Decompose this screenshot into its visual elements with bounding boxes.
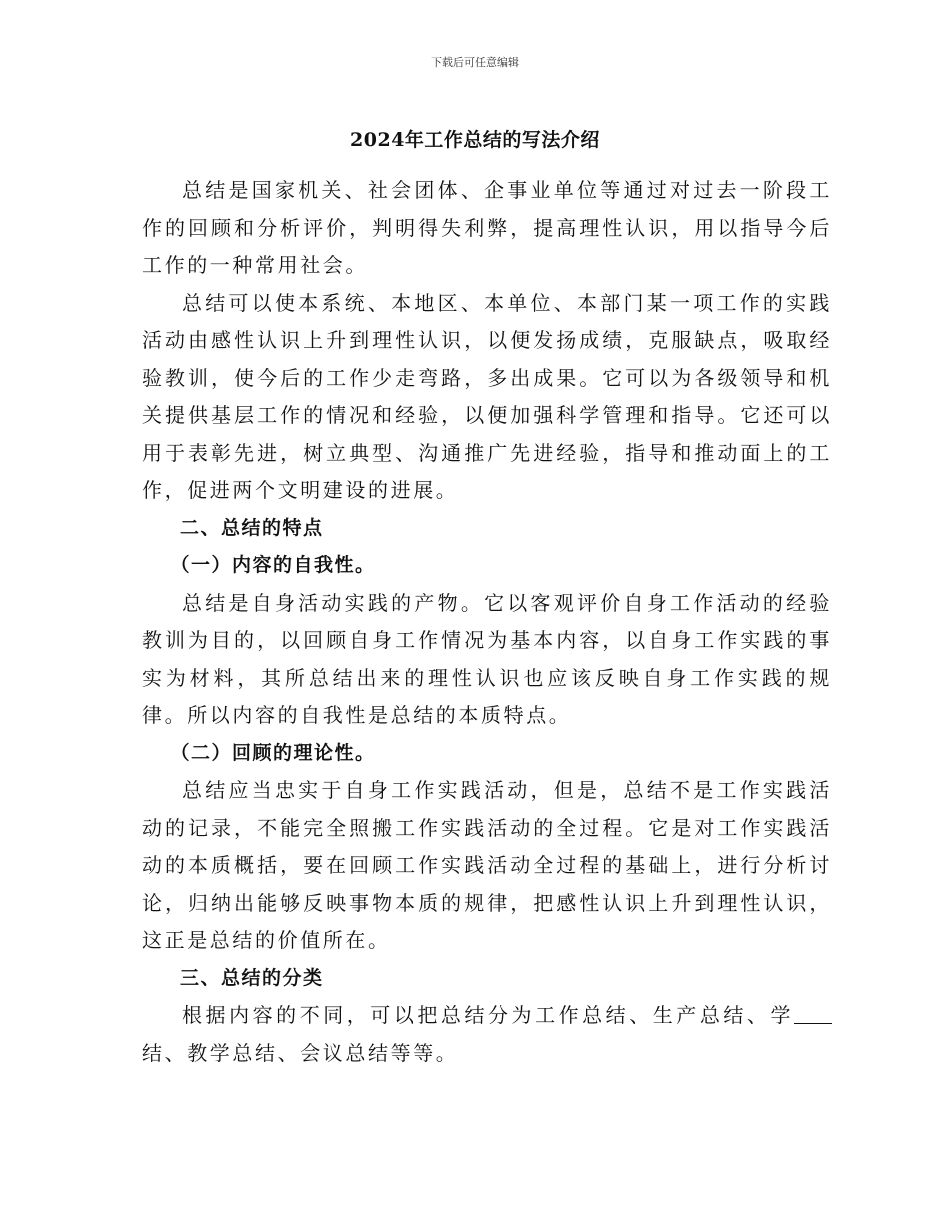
paragraph-categories-part2: 结、教学总结、会议总结等等。 bbox=[142, 1040, 459, 1065]
document-body bbox=[142, 172, 832, 1072]
blank-underline bbox=[794, 1003, 832, 1024]
paragraph-theory: 总结应当忠实于自身工作实践活动，但是，总结不是工作实践活动的记录，不能完全照搬工作实践活动的全过程。它是对工作实践活动的本质概括，要在回顾工作实践活动全过程的基础上，进行分析讨论，归纳出能够反映事物本质的规律，把感性认识上升到理性认识，这正是总结的价值所在。 bbox=[142, 778, 832, 952]
paragraph-categories bbox=[142, 997, 832, 1072]
paragraph-self: 总结是自身活动实践的产物。它以客观评价自身工作活动的经验教训为目的，以回顾自身工作情况为基本内容，以自身工作实践的事实为材料，其所总结出来的理性认识也应该反映自身工作实践的规律。所以内容的自我性是总结的本质特点。 bbox=[142, 590, 832, 727]
page-header: 下载后可任意编辑 bbox=[431, 56, 519, 69]
document-title: 2024年工作总结的写法介绍 bbox=[350, 129, 600, 151]
subsection-heading-self: （一）内容的自我性。 bbox=[170, 554, 376, 576]
section-heading-features: 二、总结的特点 bbox=[180, 516, 324, 539]
section-heading-categories: 三、总结的分类 bbox=[180, 966, 324, 989]
paragraph-intro: 总结是国家机关、社会团体、企事业单位等通过对过去一阶段工作的回顾和分析评价，判明得失利弊，提高理性认识，用以指导今后工作的一种常用社会。 bbox=[142, 178, 832, 277]
paragraph-purpose: 总结可以使本系统、本地区、本单位、本部门某一项工作的实践活动由感性认识上升到理性认识，以便发扬成绩，克服缺点，吸取经验教训，使今后的工作少走弯路，多出成果。它可以为各级领导和机关提供基层工作的情况和经验，以便加强科学管理和指导。它还可以用于表彰先进，树立典型、沟通推广先进经验，指导和推动面上的工作，促进两个文明建设的进展。 bbox=[142, 290, 832, 502]
paragraph-categories-part1: 根据内容的不同，可以把总结分为工作总结、生产总结、学 bbox=[182, 1003, 794, 1027]
subsection-heading-theory: （二）回顾的理论性。 bbox=[170, 741, 376, 764]
